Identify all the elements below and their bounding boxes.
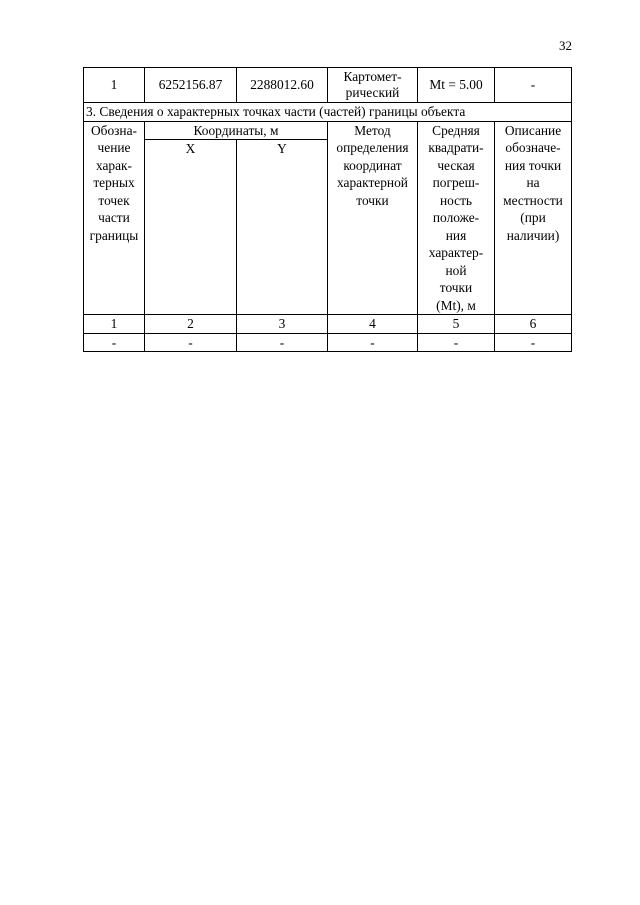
header-line: Метод — [354, 122, 391, 138]
header-coordinates: Координаты, м — [145, 121, 328, 140]
header-method — [328, 121, 418, 315]
cell-method — [328, 68, 418, 103]
cell-line: рический — [345, 85, 400, 100]
header-line: на — [526, 175, 540, 190]
header-line: ческая — [437, 157, 475, 173]
header-line: характер- — [428, 245, 484, 260]
column-number: 5 — [418, 315, 495, 334]
column-number: 4 — [328, 315, 418, 334]
table-cell: - — [145, 333, 237, 352]
header-line: местности — [503, 192, 563, 208]
header-line: харак- — [95, 157, 133, 173]
header-line: координат — [343, 157, 402, 173]
header-line: точки — [439, 280, 473, 295]
header-line: (Mt), м — [436, 297, 476, 313]
header-line: обозначе- — [505, 140, 561, 155]
table-cell: - — [328, 333, 418, 352]
header-line: наличии) — [506, 227, 560, 243]
table-cell: - — [237, 333, 328, 352]
header-line: Описание — [504, 122, 562, 138]
header-line: ной — [445, 262, 467, 278]
column-number: 1 — [84, 315, 145, 334]
header-line: части — [98, 210, 130, 225]
cell-point-number: 1 — [84, 68, 145, 103]
header-line: терных — [93, 175, 135, 190]
header-line: положе- — [432, 210, 480, 225]
header-x: X — [145, 140, 237, 315]
cell-accuracy: Mt = 5.00 — [418, 68, 495, 103]
section-title-row — [84, 103, 572, 122]
header-line: погреш- — [432, 175, 480, 190]
table-cell: - — [418, 333, 495, 352]
table-row — [84, 333, 572, 352]
boundary-points-table — [83, 67, 572, 352]
header-line: границы — [89, 227, 139, 243]
cell-y-coordinate: 2288012.60 — [237, 68, 328, 103]
header-line: определения — [336, 140, 409, 155]
header-line: Обозна- — [90, 122, 138, 138]
column-number: 3 — [237, 315, 328, 334]
header-error — [418, 121, 495, 315]
header-line: Средняя — [432, 122, 480, 138]
column-number: 6 — [495, 315, 572, 334]
cell-x-coordinate: 6252156.87 — [145, 68, 237, 103]
header-line: чение — [97, 140, 131, 155]
header-line: ния точки — [504, 157, 562, 173]
header-y: Y — [237, 140, 328, 315]
section-title: 3. Сведения о характерных точках части (частей) границы объекта — [84, 103, 572, 122]
table-row — [84, 68, 572, 103]
header-line: точек — [98, 192, 130, 208]
column-number: 2 — [145, 315, 237, 334]
header-line: точки — [356, 192, 389, 208]
header-line: характерной — [337, 175, 408, 190]
column-numbers-row — [84, 315, 572, 334]
table-cell: - — [84, 333, 145, 352]
header-designation — [84, 121, 145, 315]
table-cell: - — [495, 333, 572, 352]
cell-line: Картомет- — [343, 69, 402, 84]
header-line: ность — [439, 192, 473, 208]
page-number: 32 — [559, 38, 572, 53]
header-line: (при — [520, 210, 546, 225]
header-line: квадрати- — [428, 140, 484, 155]
header-row — [84, 121, 572, 140]
header-line: ния — [445, 227, 467, 243]
header-description — [495, 121, 572, 315]
cell-description: - — [495, 68, 572, 103]
